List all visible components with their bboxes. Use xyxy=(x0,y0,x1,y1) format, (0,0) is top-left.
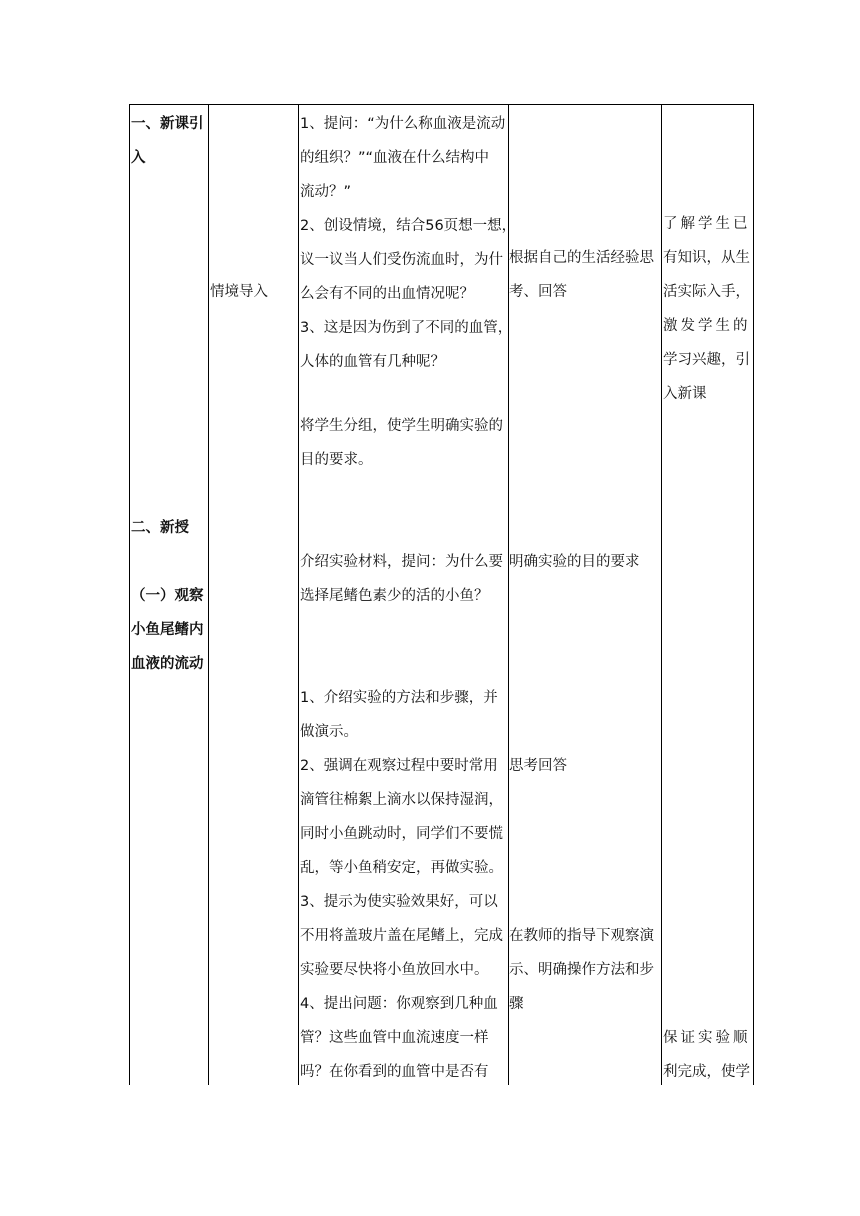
text-line: 同时小鱼跳动时，同学们不要慌 xyxy=(300,826,503,842)
text-line: 么会有不同的出血情况呢？ xyxy=(300,286,474,302)
student-activity: 思考回答 xyxy=(509,758,567,774)
section-heading: 二、新授 xyxy=(131,520,189,536)
student-activity: 明确实验的目的要求 xyxy=(509,554,640,570)
subsection-heading: 血液的流动 xyxy=(131,656,204,672)
student-activity: 骤 xyxy=(509,996,524,1012)
phase-label: 情境导入 xyxy=(210,284,268,300)
text-line: 将学生分组，使学生明确实验的 xyxy=(300,418,503,434)
text-line: 激发学生的 xyxy=(663,318,751,334)
text-line: 实验要尽快将小鱼放回水中。 xyxy=(300,962,489,978)
subsection-heading: 小鱼尾鳍内 xyxy=(131,622,204,638)
text-line: 3、这是因为伤到了不同的血管， xyxy=(300,320,513,336)
text-line: 不用将盖玻片盖在尾鳍上，完成 xyxy=(300,928,503,944)
table-left-border xyxy=(129,104,130,1085)
text-line: 介绍实验材料，提问：为什么要 xyxy=(300,554,503,570)
text-line: 有知识，从生 xyxy=(663,250,750,266)
text-line: 3、提示为使实验效果好，可以 xyxy=(300,894,498,910)
text-line: 学习兴趣，引 xyxy=(663,352,750,368)
text-line: 保证实验顺 xyxy=(663,1030,751,1046)
text-line: 了解学生已 xyxy=(663,216,751,232)
text-line: 做演示。 xyxy=(300,724,358,740)
student-activity: 在教师的指导下观察演 xyxy=(509,928,654,944)
text-line: 选择尾鳍色素少的活的小鱼？ xyxy=(300,588,489,604)
text-line: 1、介绍实验的方法和步骤，并 xyxy=(300,690,498,706)
subsection-heading: （一）观察 xyxy=(131,588,204,604)
text-line: 入新课 xyxy=(663,386,707,402)
text-line: 的组织？”“血液在什么结构中 xyxy=(300,150,490,166)
column-divider xyxy=(298,104,299,1085)
table-right-border xyxy=(753,104,754,1085)
text-line: 流动？” xyxy=(300,184,352,200)
text-line: 管？这些血管中血流速度一样 xyxy=(300,1030,489,1046)
text-line: 4、提出问题：你观察到几种血 xyxy=(300,996,498,1012)
column-divider xyxy=(661,104,662,1085)
text-line: 1、提问：“为什么称血液是流动 xyxy=(300,116,506,132)
student-activity: 考、回答 xyxy=(509,284,567,300)
text-line: 人体的血管有几种呢？ xyxy=(300,354,445,370)
text-line: 2、创设情境，结合56页想一想， xyxy=(300,218,517,234)
section-heading: 入 xyxy=(131,150,146,166)
section-heading: 一、新课引 xyxy=(131,116,204,132)
student-activity: 根据自己的生活经验思 xyxy=(509,250,654,266)
text-line: 活实际入手， xyxy=(663,284,750,300)
column-divider xyxy=(208,104,209,1085)
text-line: 乱，等小鱼稍安定，再做实验。 xyxy=(300,860,503,876)
student-activity: 示、明确操作方法和步 xyxy=(509,962,654,978)
text-line: 吗？在你看到的血管中是否有 xyxy=(300,1064,489,1080)
text-line: 议一议当人们受伤流血时，为什 xyxy=(300,252,503,268)
text-line: 滴管往棉絮上滴水以保持湿润， xyxy=(300,792,503,808)
text-line: 利完成，使学 xyxy=(663,1064,750,1080)
text-line: 目的要求。 xyxy=(300,452,373,468)
text-line: 2、强调在观察过程中要时常用 xyxy=(300,758,498,774)
